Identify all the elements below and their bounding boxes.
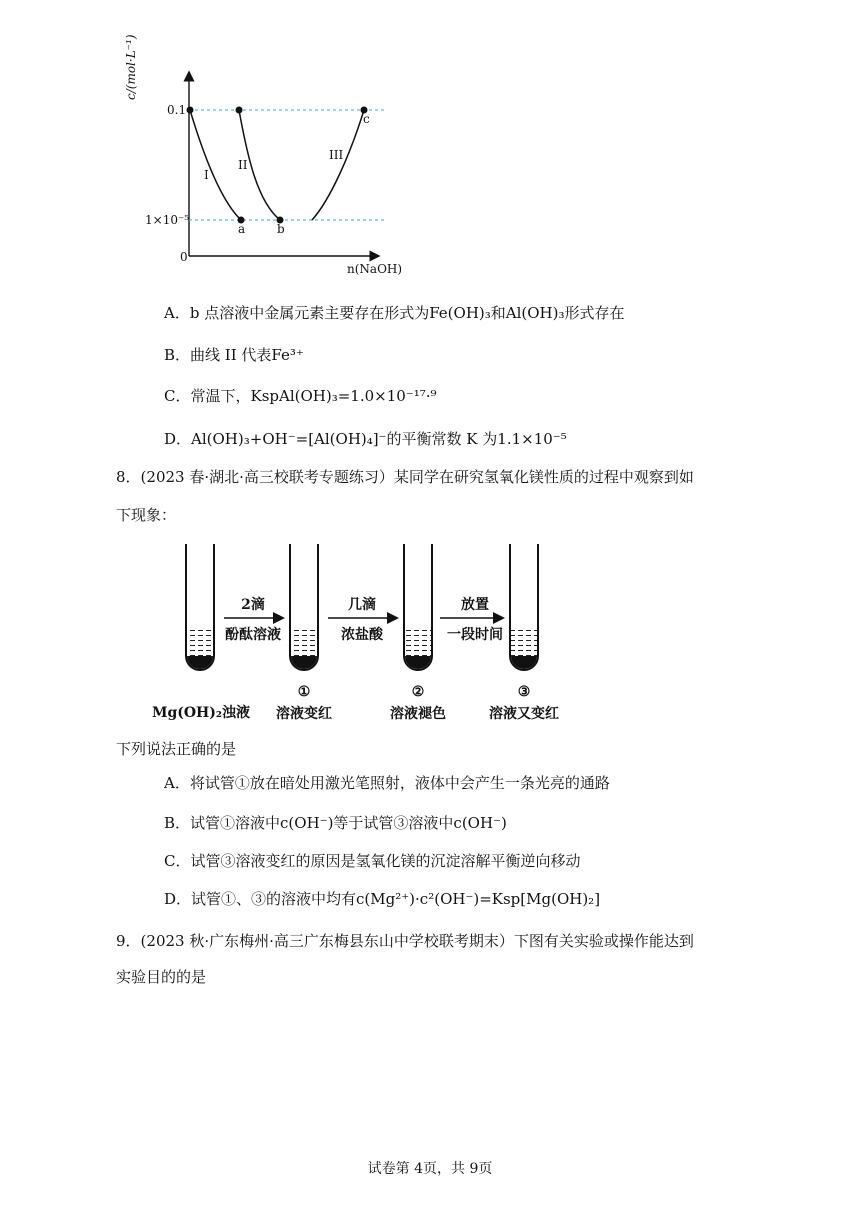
- arrow-1-top: 2滴: [241, 597, 265, 613]
- curve-label-III: III: [329, 148, 344, 162]
- q8-option-c: C．试管③溶液变红的原因是氢氧化镁的沉淀溶解平衡逆向移动: [164, 852, 581, 870]
- tube-caption-2: 溶液褪色: [390, 706, 446, 722]
- y-tick-mid: 1×10⁻⁵: [145, 213, 190, 227]
- q8-option-a: A．将试管①放在暗处用激光笔照射，液体中会产生一条光亮的通路: [164, 774, 610, 792]
- test-tube-1: [290, 544, 318, 670]
- tube-caption-3: 溶液又变红: [489, 706, 559, 722]
- arrow-1-bottom: 酚酞溶液: [225, 627, 281, 643]
- arrow-2-top: 几滴: [348, 597, 376, 613]
- q9-stem-line1: 9．(2023 秋·广东梅州·高三广东梅县东山中学校联考期末）下图有关实验或操作能达到: [116, 932, 694, 950]
- test-tube-3: [510, 544, 538, 670]
- q8-option-b: B．试管①溶液中c(OH⁻)等于试管③溶液中c(OH⁻): [164, 814, 507, 832]
- tube-caption-0: Mg(OH)₂浊液: [151, 705, 251, 721]
- test-tube-2: [404, 544, 432, 670]
- point-label-b: b: [277, 222, 285, 236]
- q7-option-b: B．曲线 II 代表Fe³⁺: [164, 346, 304, 364]
- curve-I: [190, 110, 241, 220]
- arrow-2-bottom: 浓盐酸: [341, 627, 383, 643]
- y-tick-top: 0.1: [167, 103, 187, 117]
- curve-label-II: II: [238, 158, 248, 172]
- arrow-3-top: 放置: [461, 597, 489, 613]
- point-ii-start: [236, 107, 243, 114]
- q7-option-d: D．Al(OH)₃+OH⁻=[Al(OH)₄]⁻的平衡常数 K 为1.1×10⁻⁵: [164, 430, 567, 448]
- tube-caption-1: 溶液变红: [276, 706, 332, 722]
- y-axis-label: c/(mol·L⁻¹): [124, 34, 138, 100]
- q8-option-d: D．试管①、③的溶液中均有c(Mg²⁺)·c²(OH⁻)=Ksp[Mg(OH)₂]: [164, 890, 601, 908]
- q8-prompt: 下列说法正确的是: [116, 740, 237, 758]
- point-label-a: a: [238, 222, 246, 236]
- arrow-3-bottom: 一段时间: [447, 627, 503, 643]
- q7-option-a: A．b 点溶液中金属元素主要存在形式为Fe(OH)₃和Al(OH)₃形式存在: [164, 304, 625, 322]
- point-label-c: c: [363, 112, 370, 126]
- tube-number-1: ①: [297, 684, 311, 700]
- x-axis-label: n(NaOH): [347, 262, 403, 276]
- point-start: [187, 107, 194, 114]
- q7-option-c: C．常温下，KspAl(OH)₃=1.0×10⁻¹⁷·⁹: [164, 387, 437, 405]
- test-tube-0: [186, 544, 214, 670]
- q9-stem-line2: 实验目的的是: [116, 968, 207, 986]
- curve-label-I: I: [204, 168, 209, 182]
- q8-stem-line1: 8．(2023 春·湖北·高三校联考专题练习）某同学在研究氢氧化镁性质的过程中观察到如: [116, 468, 694, 486]
- q8-stem-line2: 下现象：: [116, 506, 177, 524]
- page-footer: 试卷第 4页，共 9页: [367, 1161, 493, 1177]
- tube-number-3: ③: [517, 684, 531, 700]
- curve-III: [312, 110, 364, 220]
- origin-label: 0: [180, 250, 188, 264]
- tube-number-2: ②: [411, 684, 425, 700]
